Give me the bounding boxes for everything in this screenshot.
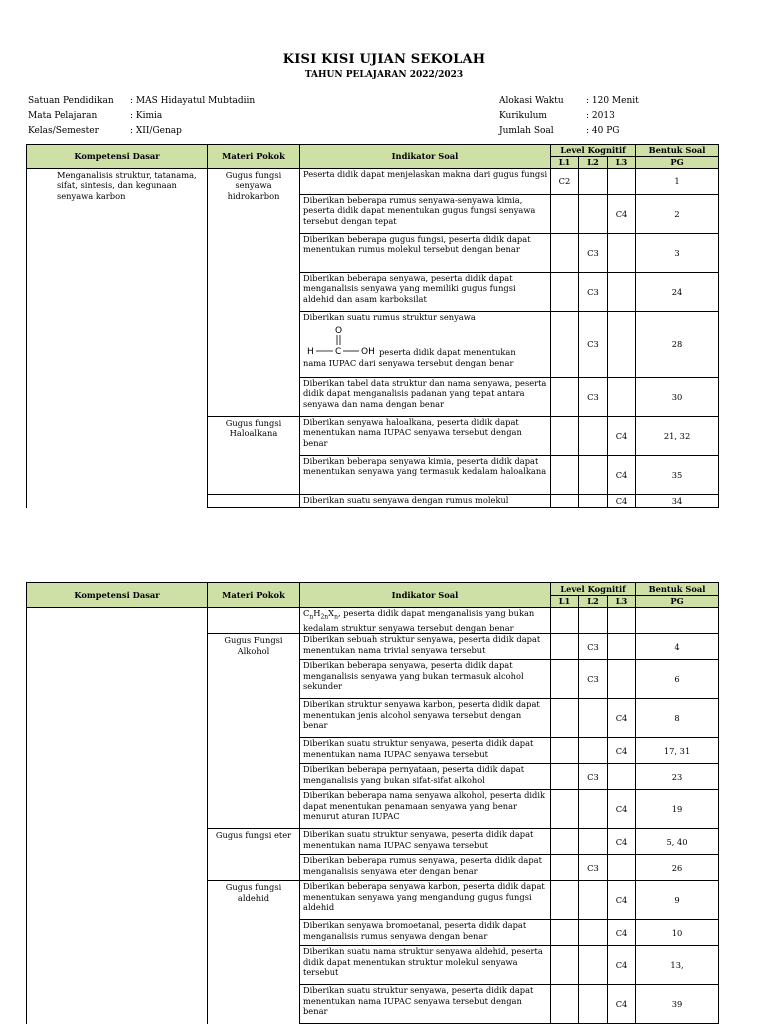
header-pg: PG	[636, 157, 719, 169]
level-l1-cell	[551, 764, 579, 790]
level-l1-cell	[551, 881, 579, 920]
level-l1-cell	[551, 634, 579, 660]
pg-cell: 2	[636, 195, 719, 234]
header-bentuk-soal: Bentuk Soal	[636, 145, 719, 157]
materi-pokok-empty-cell	[208, 608, 300, 634]
meta-right	[497, 93, 641, 140]
level-l3-cell: C4	[608, 985, 636, 1024]
indikator-cell: Diberikan beberapa rumus senyawa, peserta didik dapat menganalisis senyawa eter dengan benar	[300, 855, 551, 881]
formic-acid-structure-icon	[307, 324, 379, 358]
level-l3-cell	[608, 378, 636, 417]
header-materi-pokok: Materi Pokok	[208, 583, 300, 608]
indikator-cell: Diberikan beberapa senyawa kimia, peserta didik dapat menentukan senyawa yang termasuk kedalam haloalkana	[300, 456, 551, 495]
level-l2-cell: C3	[579, 273, 608, 312]
level-l2-cell	[579, 195, 608, 234]
document-subtitle: TAHUN PELAJARAN 2022/2023	[304, 70, 464, 80]
indikator-cell: Diberikan suatu senyawa dengan rumus molekul	[300, 495, 551, 508]
level-l1-cell	[551, 608, 579, 634]
meta-value: : 120 Menit	[586, 96, 639, 106]
formula-c: C	[303, 608, 310, 618]
meta-value: : MAS Hidayatul Mubtadiin	[130, 96, 256, 106]
struct-h-label: H	[307, 347, 314, 358]
indikator-cell: Diberikan senyawa bromoetanal, peserta didik dapat menganalisis rumus senyawa dengan benar	[300, 920, 551, 946]
level-l2-cell	[579, 881, 608, 920]
materi-pokok-cell: Gugus fungsi Haloalkana	[208, 417, 300, 495]
level-l1-cell	[551, 234, 579, 273]
indikator-cell	[300, 312, 551, 378]
level-l2-cell: C3	[579, 234, 608, 273]
materi-pokok-cell: Gugus Fungsi Alkohol	[208, 634, 300, 829]
indikator-cell: Diberikan suatu struktur senyawa, peserta didik dapat menentukan nama IUPAC senyawa tersebut dengan benar	[300, 985, 551, 1024]
level-l1-cell	[551, 456, 579, 495]
level-l2-cell: C3	[579, 855, 608, 881]
header-kompetensi-dasar: Kompetensi Dasar	[27, 145, 208, 169]
pg-cell: 28	[636, 312, 719, 378]
level-l3-cell: C4	[608, 417, 636, 456]
header-l2: L2	[579, 596, 608, 608]
level-l1-cell	[551, 495, 579, 508]
level-l3-cell: C4	[608, 920, 636, 946]
pg-cell: 9	[636, 881, 719, 920]
pg-cell: 35	[636, 456, 719, 495]
kisi-table-2	[26, 582, 719, 1024]
meta-value: : 40 PG	[586, 126, 620, 136]
level-l2-cell: C3	[579, 312, 608, 378]
pg-cell: 26	[636, 855, 719, 881]
struct-c-label: C	[335, 347, 342, 358]
meta-label: Kurikulum	[499, 111, 547, 121]
pg-cell: 23	[636, 764, 719, 790]
indikator-cell	[300, 608, 551, 634]
level-l3-cell: C4	[608, 881, 636, 920]
level-l3-cell: C4	[608, 195, 636, 234]
indikator-cell: Diberikan beberapa nama senyawa alkohol, peserta didik dapat menentukan penamaan senyawa yang benar menurut aturan IUPAC	[300, 790, 551, 829]
formula-n: n	[309, 613, 314, 621]
pg-cell: 3	[636, 234, 719, 273]
level-l2-cell	[579, 495, 608, 508]
kisi-table-1	[26, 144, 719, 508]
kompetensi-dasar-cell: Menganalisis struktur, tatanama, sifat, sintesis, dan kegunaan senyawa karbon	[27, 169, 208, 508]
level-l2-cell	[579, 169, 608, 195]
indikator-text: , peserta didik dapat menganalisis yang bukan kedalam struktur senyawa tersebut dengan benar	[303, 608, 535, 633]
level-l1-cell	[551, 946, 579, 985]
header-l2: L2	[579, 157, 608, 169]
level-l3-cell	[608, 234, 636, 273]
meta-label: Satuan Pendidikan	[28, 96, 114, 106]
indikator-text: peserta didik dapat menentukan	[379, 347, 516, 357]
pg-cell: 17, 31	[636, 738, 719, 764]
level-l3-cell	[608, 855, 636, 881]
indikator-cell: Diberikan struktur senyawa karbon, peserta didik dapat menentukan jenis alcohol senyawa tersebut dengan benar	[300, 699, 551, 738]
struct-o-label: O	[335, 326, 343, 337]
level-l3-cell	[608, 660, 636, 699]
header-level-kognitif: Level Kognitif	[551, 145, 636, 157]
pg-cell: 6	[636, 660, 719, 699]
materi-pokok-cell: Gugus fungsi aldehid	[208, 881, 300, 1024]
formula-n: n	[334, 613, 338, 621]
materi-pokok-empty-cell	[208, 495, 300, 508]
indikator-cell: Diberikan beberapa senyawa, peserta didik dapat menganalisis senyawa yang bukan termasuk alcohol sekunder	[300, 660, 551, 699]
level-l1-cell	[551, 699, 579, 738]
header-l1: L1	[551, 596, 579, 608]
level-l2-cell: C3	[579, 764, 608, 790]
header-bentuk-soal: Bentuk Soal	[636, 583, 719, 596]
header-l3: L3	[608, 157, 636, 169]
level-l2-cell	[579, 608, 608, 634]
header-materi-pokok: Materi Pokok	[208, 145, 300, 169]
indikator-text: nama IUPAC dari senyawa tersebut dengan benar	[303, 358, 514, 369]
pg-cell: 24	[636, 273, 719, 312]
level-l1-cell	[551, 790, 579, 829]
pg-cell: 13,	[636, 946, 719, 985]
pg-cell: 5, 40	[636, 829, 719, 855]
level-l1-cell	[551, 660, 579, 699]
level-l3-cell: C4	[608, 946, 636, 985]
header-indikator-soal: Indikator Soal	[300, 583, 551, 608]
level-l1-cell	[551, 417, 579, 456]
level-l3-cell	[608, 764, 636, 790]
level-l3-cell: C4	[608, 495, 636, 508]
header-pg: PG	[636, 596, 719, 608]
indikator-cell: Diberikan beberapa pernyataan, peserta didik dapat menganalisis yang bukan sifat-sifat alkohol	[300, 764, 551, 790]
level-l2-cell: C3	[579, 660, 608, 699]
pg-cell: 34	[636, 495, 719, 508]
header-indikator-soal: Indikator Soal	[300, 145, 551, 169]
formula-2n: 2n	[320, 613, 329, 621]
indikator-cell: Peserta didik dapat menjelaskan makna dari gugus fungsi	[300, 169, 551, 195]
meta-value: : 2013	[586, 111, 615, 121]
header-l3: L3	[608, 596, 636, 608]
level-l3-cell	[608, 634, 636, 660]
meta-label: Mata Pelajaran	[28, 111, 98, 121]
level-l1-cell	[551, 985, 579, 1024]
indikator-cell: Diberikan tabel data struktur dan nama senyawa, peserta didik dapat menganalisis padanan yang tepat antara senyawa dan nama dengan benar	[300, 378, 551, 417]
pg-cell: 39	[636, 985, 719, 1024]
pg-cell: 4	[636, 634, 719, 660]
struct-oh-label: OH	[361, 347, 375, 358]
indikator-cell: Diberikan suatu nama struktur senyawa aldehid, peserta didik dapat menentukan struktur molekul senyawa tersebut	[300, 946, 551, 985]
kompetensi-dasar-cell	[27, 608, 208, 1024]
level-l2-cell	[579, 699, 608, 738]
level-l1-cell	[551, 378, 579, 417]
level-l3-cell: C4	[608, 790, 636, 829]
header-l1: L1	[551, 157, 579, 169]
formula-h: H	[313, 608, 321, 618]
level-l1-cell	[551, 273, 579, 312]
level-l3-cell	[608, 169, 636, 195]
formula-x: X	[328, 608, 335, 618]
pg-cell: 30	[636, 378, 719, 417]
level-l2-cell	[579, 985, 608, 1024]
level-l3-cell	[608, 312, 636, 378]
header-kompetensi-dasar: Kompetensi Dasar	[27, 583, 208, 608]
table-row	[27, 608, 719, 634]
level-l1-cell	[551, 738, 579, 764]
level-l3-cell: C4	[608, 738, 636, 764]
level-l2-cell: C3	[579, 378, 608, 417]
level-l3-cell: C4	[608, 456, 636, 495]
materi-pokok-cell: Gugus fungsi eter	[208, 829, 300, 881]
indikator-cell: Diberikan senyawa haloalkana, peserta didik dapat menentukan nama IUPAC senyawa tersebut dengan benar	[300, 417, 551, 456]
level-l2-cell	[579, 790, 608, 829]
indikator-cell: Diberikan suatu struktur senyawa, peserta didik dapat menentukan nama IUPAC senyawa tersebut	[300, 829, 551, 855]
pg-cell: 19	[636, 790, 719, 829]
level-l1-cell	[551, 829, 579, 855]
indikator-cell: Diberikan suatu struktur senyawa, peserta didik dapat menentukan nama IUPAC senyawa tersebut	[300, 738, 551, 764]
header-level-kognitif: Level Kognitif	[551, 583, 636, 596]
meta-label: Jumlah Soal	[499, 126, 554, 136]
level-l2-cell	[579, 738, 608, 764]
pg-cell	[636, 608, 719, 634]
indikator-cell: Diberikan beberapa gugus fungsi, peserta didik dapat menentukan rumus molekul tersebut dengan benar	[300, 234, 551, 273]
indikator-text: Diberikan suatu rumus struktur senyawa	[303, 312, 476, 322]
indikator-cell: Diberikan beberapa senyawa, peserta didik dapat menganalisis senyawa yang memiliki gugus fungsi aldehid dan asam karboksilat	[300, 273, 551, 312]
level-l1-cell	[551, 312, 579, 378]
document-title: KISI KISI UJIAN SEKOLAH	[282, 52, 486, 67]
level-l3-cell: C4	[608, 829, 636, 855]
pg-cell: 10	[636, 920, 719, 946]
pg-cell: 21, 32	[636, 417, 719, 456]
level-l3-cell	[608, 273, 636, 312]
level-l1-cell	[551, 920, 579, 946]
level-l2-cell	[579, 417, 608, 456]
level-l2-cell	[579, 920, 608, 946]
indikator-cell: Diberikan beberapa senyawa karbon, peserta didik dapat menentukan senyawa yang mengandung gugus fungsi aldehid	[300, 881, 551, 920]
level-l1-cell: C2	[551, 169, 579, 195]
pg-cell: 1	[636, 169, 719, 195]
level-l2-cell	[579, 946, 608, 985]
meta-value: : Kimia	[130, 111, 163, 121]
meta-left	[26, 93, 257, 140]
table-row	[27, 169, 719, 195]
meta-value: : XII/Genap	[130, 126, 182, 136]
level-l1-cell	[551, 195, 579, 234]
indikator-cell: Diberikan sebuah struktur senyawa, peserta didik dapat menentukan nama trivial senyawa tersebut	[300, 634, 551, 660]
indikator-cell: Diberikan beberapa rumus senyawa-senyawa kimia, peserta didik dapat menentukan gugus fungsi senyawa tersebut dengan tepat	[300, 195, 551, 234]
meta-label: Alokasi Waktu	[499, 96, 564, 106]
level-l3-cell	[608, 608, 636, 634]
level-l2-cell: C3	[579, 634, 608, 660]
level-l2-cell	[579, 829, 608, 855]
materi-pokok-cell: Gugus fungsi senyawa hidrokarbon	[208, 169, 300, 417]
level-l3-cell: C4	[608, 699, 636, 738]
pg-cell: 8	[636, 699, 719, 738]
level-l1-cell	[551, 855, 579, 881]
level-l2-cell	[579, 456, 608, 495]
meta-label: Kelas/Semester	[28, 126, 99, 136]
